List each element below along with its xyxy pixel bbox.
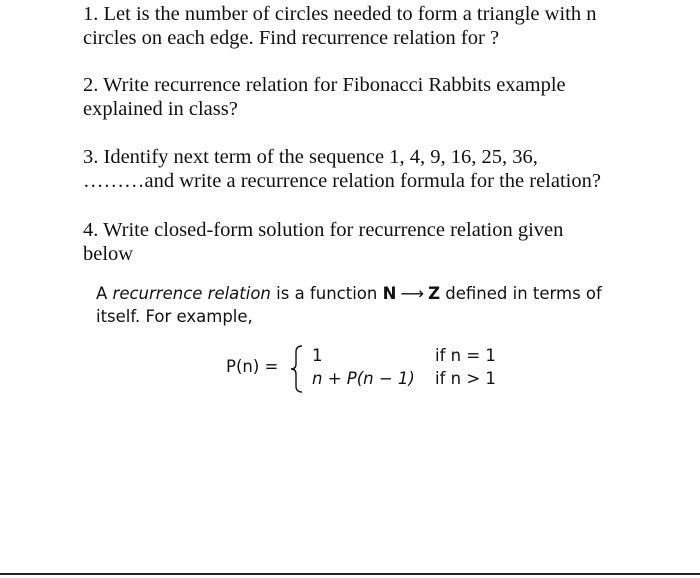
case-1-condition: if n = 1: [435, 346, 496, 365]
question-4-line-2: below: [83, 243, 134, 265]
question-4: [83, 218, 683, 266]
definition-term: recurrence relation: [112, 284, 271, 303]
question-2-line-2: explained in class?: [83, 98, 238, 120]
case-1-value: 1: [312, 346, 323, 365]
left-brace-icon: [288, 344, 306, 394]
bottom-divider: [0, 573, 700, 575]
question-2-line-1: 2. Write recurrence relation for Fibonacci Rabbits example: [83, 74, 566, 96]
question-2: [83, 73, 683, 121]
definition-line-2: itself. For example,: [96, 307, 253, 326]
definition-line-1: [96, 282, 656, 305]
definition-middle: is a function: [270, 284, 383, 303]
definition-prefix: A: [96, 284, 113, 303]
definition-suffix: defined in terms of: [440, 284, 602, 303]
question-3-line-1: 3. Identify next term of the sequence 1, 4, 9, 16, 25, 36,: [83, 146, 538, 168]
piecewise-formula: [226, 344, 546, 396]
case-2-value: n + P(n − 1): [312, 369, 415, 388]
codomain-symbol: Z: [428, 284, 441, 303]
question-1-line-2: circles on each edge. Find recurrence relation for ?: [83, 27, 500, 49]
question-4-line-1: 4. Write closed-form solution for recurrence relation given: [83, 219, 564, 241]
question-3-line-2: ………and write a recurrence relation formula for the relation?: [83, 170, 601, 192]
formula-lhs: P(n) =: [226, 357, 279, 376]
case-2-condition: if n > 1: [435, 369, 496, 388]
maps-to-arrow: ⟶: [400, 284, 425, 303]
question-3: [83, 145, 683, 193]
definition-excerpt: [96, 282, 656, 328]
question-1-line-1: 1. Let is the number of circles needed to form a triangle with n: [83, 3, 597, 25]
question-1: [83, 2, 683, 50]
domain-symbol: N: [382, 284, 397, 303]
